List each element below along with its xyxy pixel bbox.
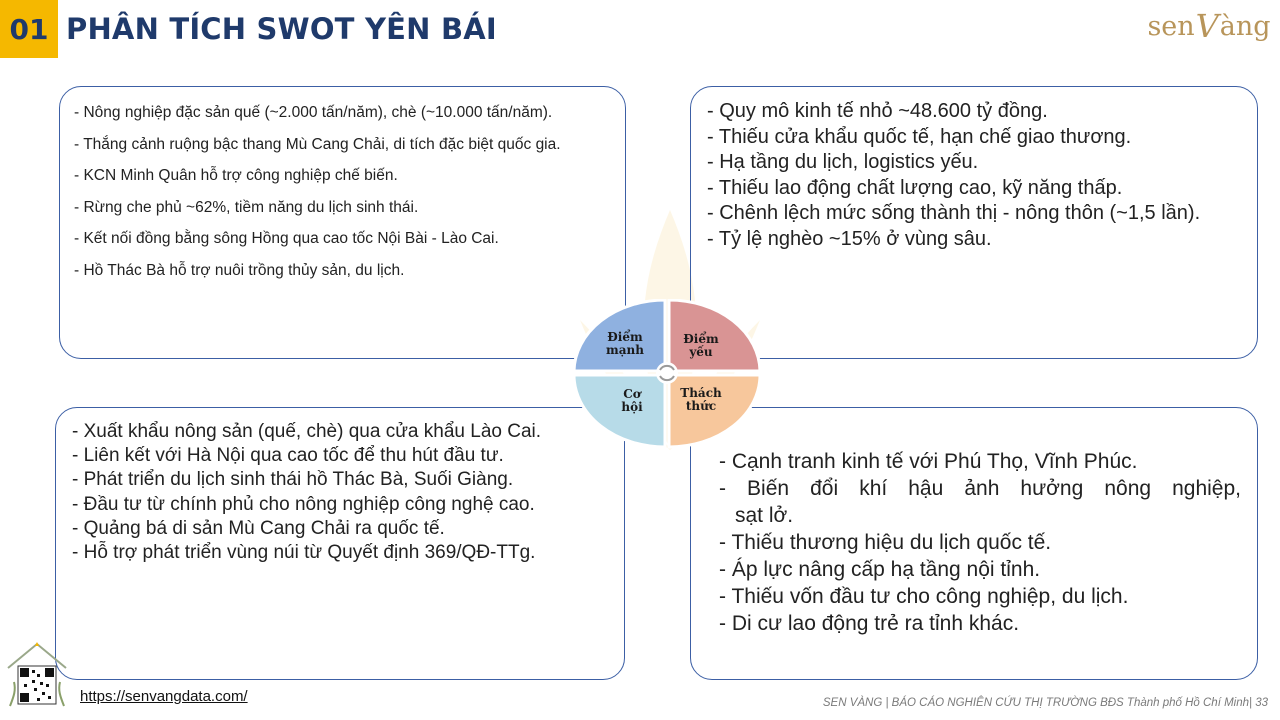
threat-item: - Di cư lao động trẻ ra tỉnh khác. [719,612,1020,635]
weakness-item: - Hạ tầng du lịch, logistics yếu. [707,151,979,173]
weakness-item: - Chênh lệch mức sống thành thị - nông thôn (~1,5 lần). [707,202,1201,224]
brand-logo: sen V àng [1147,7,1271,45]
opportunity-item: - Quảng bá di sản Mù Cang Chải ra quốc tế. [72,517,445,539]
threat-item: - Thiếu vốn đầu tư cho công nghiệp, du lịch. [719,585,1129,608]
website-link[interactable]: https://senvangdata.com/ [80,688,248,705]
strength-label: Điểm mạnh [606,330,644,357]
opportunity-item: - Xuất khẩu nông sản (quế, chè) qua cửa khẩu Lào Cai. [72,421,542,442]
page-title: PHÂN TÍCH SWOT YÊN BÁI [66,12,497,46]
section-number-badge: 01 [0,0,58,58]
swot-quadrants [573,299,761,449]
weakness-item: - Thiếu lao động chất lượng cao, kỹ năng thấp. [707,176,1123,199]
threat-item: - Áp lực nâng cấp hạ tầng nội tỉnh. [719,558,1041,581]
strength-item: - Thắng cảnh ruộng bậc thang Mù Cang Chải, di tích đặc biệt quốc gia. [74,135,561,153]
weakness-item: - Thiếu cửa khẩu quốc tế, hạn chế giao thương. [707,125,1132,148]
swot-diagram [573,299,761,449]
opportunity-item: - Liên kết với Hà Nội qua cao tốc để thu hút đầu tư. [72,445,504,467]
strength-item: - Rừng che phủ ~62%, tiềm năng du lịch sinh thái. [74,198,419,216]
opportunity-label: Cơ hội [621,387,643,414]
opportunity-item: - Đầu tư từ chính phủ cho nông nghiệp công nghệ cao. [72,493,535,515]
weaknesses-box [690,86,1258,359]
weakness-label: Điểm yếu [683,332,719,359]
opportunity-item: - Hỗ trợ phát triển vùng núi từ Quyết định 369/QĐ-TTg. [72,542,536,564]
threat-label: Thách thức [680,386,722,413]
qr-code-icon[interactable] [4,640,70,712]
weakness-item: - Tỷ lệ nghèo ~15% ở vùng sâu. [707,227,992,250]
weakness-item: - Quy mô kinh tế nhỏ ~48.600 tỷ đồng. [707,100,1048,122]
threats-box [690,407,1258,680]
strength-item: - KCN Minh Quân hỗ trợ công nghiệp chế biến. [74,167,398,184]
strength-item: - Hồ Thác Bà hỗ trợ nuôi trồng thủy sản, du lịch. [74,261,405,279]
threat-item-continuation: sạt lở. [735,504,794,527]
threat-item: - Biến đổi khí hậu ảnh hưởng nông nghiệp, [719,477,1241,500]
strength-item: - Nông nghiệp đặc sản quế (~2.000 tấn/năm), chè (~10.000 tấn/năm). [74,104,553,121]
opportunity-item: - Phát triển du lịch sinh thái hồ Thác Bà, Suối Giàng. [72,469,514,491]
threat-item: - Cạnh tranh kinh tế với Phú Thọ, Vĩnh Phúc. [719,450,1138,473]
strength-item: - Kết nối đồng bằng sông Hồng qua cao tốc Nội Bài - Lào Cai. [74,230,499,247]
footer-report-text: SEN VÀNG | BÁO CÁO NGHIÊN CỨU THỊ TRƯỜNG BĐS Thành phố Hồ Chí Minh| 33 [822,697,1268,709]
opportunities-box [55,407,625,680]
strengths-box [59,86,626,359]
threat-item: - Thiếu thương hiệu du lịch quốc tế. [719,531,1052,554]
